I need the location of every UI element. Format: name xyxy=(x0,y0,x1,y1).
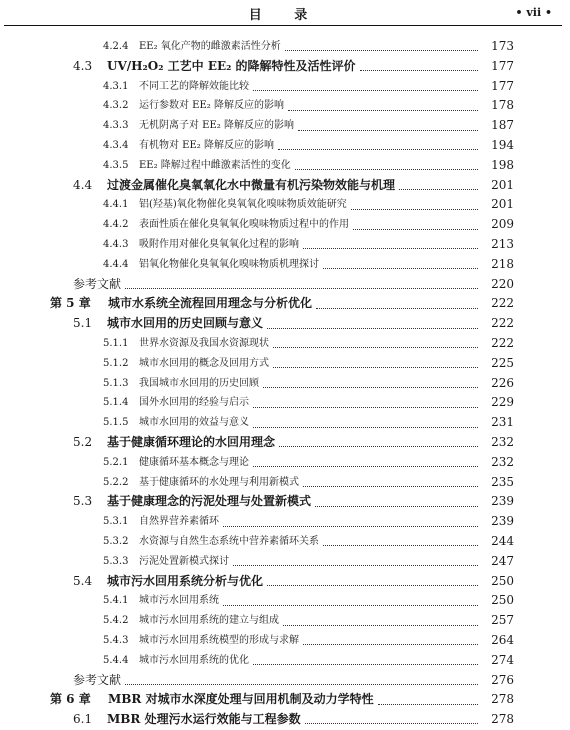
toc-entry-number: 5.3.3 xyxy=(103,555,129,567)
dot-leader xyxy=(305,723,478,724)
toc-subsection-entry[interactable] xyxy=(0,195,570,215)
toc-subsection-entry[interactable] xyxy=(0,393,570,413)
toc-entry-number: 5.2.1 xyxy=(103,456,129,468)
toc-entry-page: 213 xyxy=(491,236,514,251)
toc-entry-number: 4.3 xyxy=(73,58,93,73)
dot-leader xyxy=(351,209,478,210)
dot-leader xyxy=(279,446,478,447)
toc-entry-page: 209 xyxy=(491,217,514,232)
toc-entry-number: 第 5 章 xyxy=(50,296,91,311)
toc-entry-page: 232 xyxy=(491,454,514,469)
toc-entry-title: 健康循环基本概念与理论 xyxy=(139,456,249,468)
dot-leader xyxy=(399,189,478,190)
toc-entry-page: 177 xyxy=(491,78,514,93)
toc-entry-page: 278 xyxy=(491,712,514,727)
toc-entry-page: 178 xyxy=(491,98,514,113)
toc-entry-number: 4.4.4 xyxy=(103,258,129,270)
toc-entry-number: 5.2.2 xyxy=(103,476,129,488)
dot-leader xyxy=(278,149,478,150)
toc-entry-title: MBR 对城市水深度处理与回用机制及动力学特性 xyxy=(108,692,374,707)
dot-leader xyxy=(288,110,478,111)
dot-leader xyxy=(360,70,478,71)
dot-leader xyxy=(223,605,478,606)
table-of-contents xyxy=(0,37,570,730)
toc-entry-page: 264 xyxy=(491,632,514,647)
toc-entry-page: 274 xyxy=(491,652,514,667)
dot-leader xyxy=(253,664,478,665)
toc-entry-number: 5.1.3 xyxy=(103,377,129,389)
dot-leader xyxy=(125,684,478,685)
toc-entry-title: 水资源与自然生态系统中营养素循环关系 xyxy=(139,535,319,547)
toc-entry-number: 4.3.4 xyxy=(103,139,129,151)
toc-entry-number: 4.4.3 xyxy=(103,238,129,250)
toc-subsection-entry[interactable] xyxy=(0,473,570,493)
toc-entry-page: 187 xyxy=(491,118,514,133)
toc-entry-title: 污泥处置新模式探讨 xyxy=(139,555,229,567)
toc-entry-page: 201 xyxy=(491,177,514,192)
toc-entry-number: 4.3.3 xyxy=(103,120,129,132)
toc-entry-title: 无机阴离子对 EE₂ 降解反应的影响 xyxy=(139,120,294,132)
toc-entry-title: UV/H₂O₂ 工艺中 EE₂ 的降解特性及活性评价 xyxy=(107,58,356,73)
dot-leader xyxy=(315,506,478,507)
toc-entry-number: 4.2.4 xyxy=(103,41,129,52)
toc-subsection-entry[interactable] xyxy=(0,235,570,255)
toc-section-entry[interactable] xyxy=(0,572,570,592)
toc-subsection-entry[interactable] xyxy=(0,453,570,473)
toc-entry-page: 231 xyxy=(491,415,514,430)
toc-entry-title: 城市水回用的历史回顾与意义 xyxy=(107,316,264,331)
dot-leader xyxy=(125,288,478,289)
toc-subsection-entry[interactable] xyxy=(0,631,570,651)
toc-chapter-entry[interactable] xyxy=(0,294,570,314)
toc-subsection-entry[interactable] xyxy=(0,215,570,235)
toc-entry-page: 250 xyxy=(491,573,514,588)
toc-entry-number: 5.1.2 xyxy=(103,357,129,369)
toc-entry-title: 城市水回用的概念及回用方式 xyxy=(139,357,269,369)
toc-entry-title: 运行参数对 EE₂ 降解反应的影响 xyxy=(139,100,284,112)
toc-subsection-entry[interactable] xyxy=(0,374,570,394)
toc-entry-title: 过渡金属催化臭氧氧化水中微量有机污染物效能与机理 xyxy=(107,177,396,192)
toc-entry-page: 257 xyxy=(491,613,514,628)
toc-subsection-entry[interactable] xyxy=(0,37,570,57)
toc-entry-number: 5.1.4 xyxy=(103,397,129,409)
toc-entry-title: 自然界营养素循环 xyxy=(139,516,219,528)
toc-entry-number: 4.4.1 xyxy=(103,199,129,211)
toc-entry-number: 第 6 章 xyxy=(50,692,91,707)
toc-subsection-entry[interactable] xyxy=(0,651,570,671)
dot-leader xyxy=(223,526,478,527)
dot-leader xyxy=(303,644,478,645)
toc-entry-title: 城市污水回用系统分析与优化 xyxy=(107,573,264,588)
header-title: 目 录 xyxy=(248,8,322,23)
toc-subsection-entry[interactable] xyxy=(0,512,570,532)
dot-leader xyxy=(303,248,478,249)
dot-leader xyxy=(378,704,478,705)
toc-subsection-entry[interactable] xyxy=(0,611,570,631)
toc-entry-title: 城市污水回用系统模型的形成与求解 xyxy=(139,634,299,646)
toc-entry-title: 基于健康循环的水处理与利用新模式 xyxy=(139,476,299,488)
dot-leader xyxy=(353,229,478,230)
toc-entry-title: 参考文献 xyxy=(73,672,122,687)
toc-entry-number: 5.1.5 xyxy=(103,417,129,429)
page-header xyxy=(0,0,570,28)
dot-leader xyxy=(295,169,478,170)
toc-subsection-entry[interactable] xyxy=(0,354,570,374)
toc-chapter-entry[interactable] xyxy=(0,690,570,710)
toc-entry-title: 城市水回用的效益与意义 xyxy=(139,417,249,429)
dot-leader xyxy=(253,407,478,408)
dot-leader xyxy=(253,466,478,467)
toc-entry-page: 201 xyxy=(491,197,514,212)
toc-entry-number: 5.3 xyxy=(73,494,93,509)
toc-entry-number: 4.3.5 xyxy=(103,159,129,171)
toc-entry-page: 173 xyxy=(491,39,514,53)
toc-entry-title: 铝(羟基)氧化物催化臭氧氧化嗅味物质效能研究 xyxy=(139,199,347,211)
toc-entry-number: 5.1 xyxy=(73,316,93,331)
toc-subsection-entry[interactable] xyxy=(0,156,570,176)
toc-entry-page: 232 xyxy=(491,434,514,449)
dot-leader xyxy=(253,427,478,428)
toc-entry-number: 5.4.4 xyxy=(103,654,129,666)
toc-entry-title: MBR 处理污水运行效能与工程参数 xyxy=(107,712,301,727)
toc-subsection-entry[interactable] xyxy=(0,552,570,572)
toc-entry-number: 5.4.3 xyxy=(103,634,129,646)
toc-entry-title: 铝氧化物催化臭氧氧化嗅味物质机理探讨 xyxy=(139,258,319,270)
dot-leader xyxy=(267,328,478,329)
toc-entry-page: 222 xyxy=(491,316,514,331)
toc-entry-number: 5.3.2 xyxy=(103,535,129,547)
toc-subsection-entry[interactable] xyxy=(0,532,570,552)
toc-entry-number: 4.3.2 xyxy=(103,100,129,112)
dot-leader xyxy=(323,545,478,546)
toc-entry-page: 235 xyxy=(491,474,514,489)
toc-section-entry[interactable] xyxy=(0,433,570,453)
toc-entry-page: 177 xyxy=(491,58,514,73)
toc-entry-number: 5.2 xyxy=(73,434,93,449)
toc-entry-title: 参考文献 xyxy=(73,276,122,291)
toc-entry-page: 226 xyxy=(491,375,514,390)
toc-entry-title: 城市污水回用系统的优化 xyxy=(139,654,249,666)
toc-subsection-entry[interactable] xyxy=(0,96,570,116)
header-page-number: • vii • xyxy=(515,6,552,19)
dot-leader xyxy=(233,565,478,566)
toc-entry-title: 城市污水回用系统的建立与组成 xyxy=(139,615,279,627)
toc-entry-title: 吸附作用对催化臭氧氧化过程的影响 xyxy=(139,238,299,250)
toc-entry-number: 5.3.1 xyxy=(103,516,129,528)
toc-entry-page: 220 xyxy=(491,276,514,291)
toc-subsection-entry[interactable] xyxy=(0,591,570,611)
toc-subsection-entry[interactable] xyxy=(0,334,570,354)
toc-entry-page: 222 xyxy=(491,296,514,311)
toc-section-entry[interactable] xyxy=(0,57,570,77)
toc-section-entry[interactable] xyxy=(0,710,570,730)
toc-entry-page: 250 xyxy=(491,593,514,608)
dot-leader xyxy=(316,308,478,309)
toc-entry-title: 国外水回用的经验与启示 xyxy=(139,397,249,409)
toc-section-entry[interactable] xyxy=(0,314,570,334)
toc-subsection-entry[interactable] xyxy=(0,255,570,275)
dot-leader xyxy=(303,486,478,487)
toc-entry-page: 222 xyxy=(491,335,514,350)
toc-entry-title: 城市污水回用系统 xyxy=(139,595,219,607)
toc-subsection-entry[interactable] xyxy=(0,77,570,97)
toc-entry-number: 5.4.1 xyxy=(103,595,129,607)
toc-entry-page: 244 xyxy=(491,533,514,548)
toc-entry-number: 5.4.2 xyxy=(103,615,129,627)
toc-entry-title: 表面性质在催化臭氧氧化嗅味物质过程中的作用 xyxy=(139,219,349,231)
toc-entry-title: 基于健康循环理论的水回用理念 xyxy=(107,434,276,449)
toc-entry-page: 239 xyxy=(491,514,514,529)
toc-entry-page: 194 xyxy=(491,137,514,152)
dot-leader xyxy=(323,268,478,269)
toc-entry-title: 有机物对 EE₂ 降解反应的影响 xyxy=(139,139,274,151)
toc-entry-page: 198 xyxy=(491,157,514,172)
toc-entry-page: 218 xyxy=(491,256,514,271)
toc-entry-number: 4.3.1 xyxy=(103,80,129,92)
dot-leader xyxy=(283,625,478,626)
dot-leader xyxy=(273,347,478,348)
toc-entry-title: 基于健康理念的污泥处理与处置新模式 xyxy=(107,494,312,509)
toc-section-entry[interactable] xyxy=(0,176,570,196)
toc-entry-number: 4.4.2 xyxy=(103,219,129,231)
toc-entry-title: 城市水系统全流程回用理念与分析优化 xyxy=(108,296,313,311)
toc-references-entry[interactable] xyxy=(0,275,570,295)
toc-entry-number: 6.1 xyxy=(73,712,93,727)
dot-leader xyxy=(298,130,478,131)
toc-entry-page: 229 xyxy=(491,395,514,410)
toc-entry-number: 5.1.1 xyxy=(103,337,129,349)
toc-entry-page: 247 xyxy=(491,553,514,568)
toc-entry-page: 276 xyxy=(491,672,514,687)
toc-section-entry[interactable] xyxy=(0,492,570,512)
toc-entry-number: 5.4 xyxy=(73,573,93,588)
toc-entry-title: EE₂ 降解过程中雌激素活性的变化 xyxy=(139,159,291,171)
dot-leader xyxy=(263,387,478,388)
toc-entry-title: 我国城市水回用的历史回顾 xyxy=(139,377,259,389)
toc-entry-page: 225 xyxy=(491,355,514,370)
toc-subsection-entry[interactable] xyxy=(0,136,570,156)
toc-subsection-entry[interactable] xyxy=(0,413,570,433)
toc-entry-number: 4.4 xyxy=(73,177,93,192)
toc-entry-title: EE₂ 氧化产物的雌激素活性分析 xyxy=(139,41,281,52)
toc-entry-title: 不同工艺的降解效能比较 xyxy=(139,80,249,92)
toc-entry-title: 世界水资源及我国水资源现状 xyxy=(139,337,269,349)
dot-leader xyxy=(285,50,478,51)
toc-references-entry[interactable] xyxy=(0,671,570,691)
toc-subsection-entry[interactable] xyxy=(0,116,570,136)
header-rule xyxy=(4,25,562,26)
dot-leader xyxy=(253,90,478,91)
dot-leader xyxy=(267,585,478,586)
toc-entry-page: 239 xyxy=(491,494,514,509)
dot-leader xyxy=(273,367,478,368)
toc-entry-page: 278 xyxy=(491,692,514,707)
